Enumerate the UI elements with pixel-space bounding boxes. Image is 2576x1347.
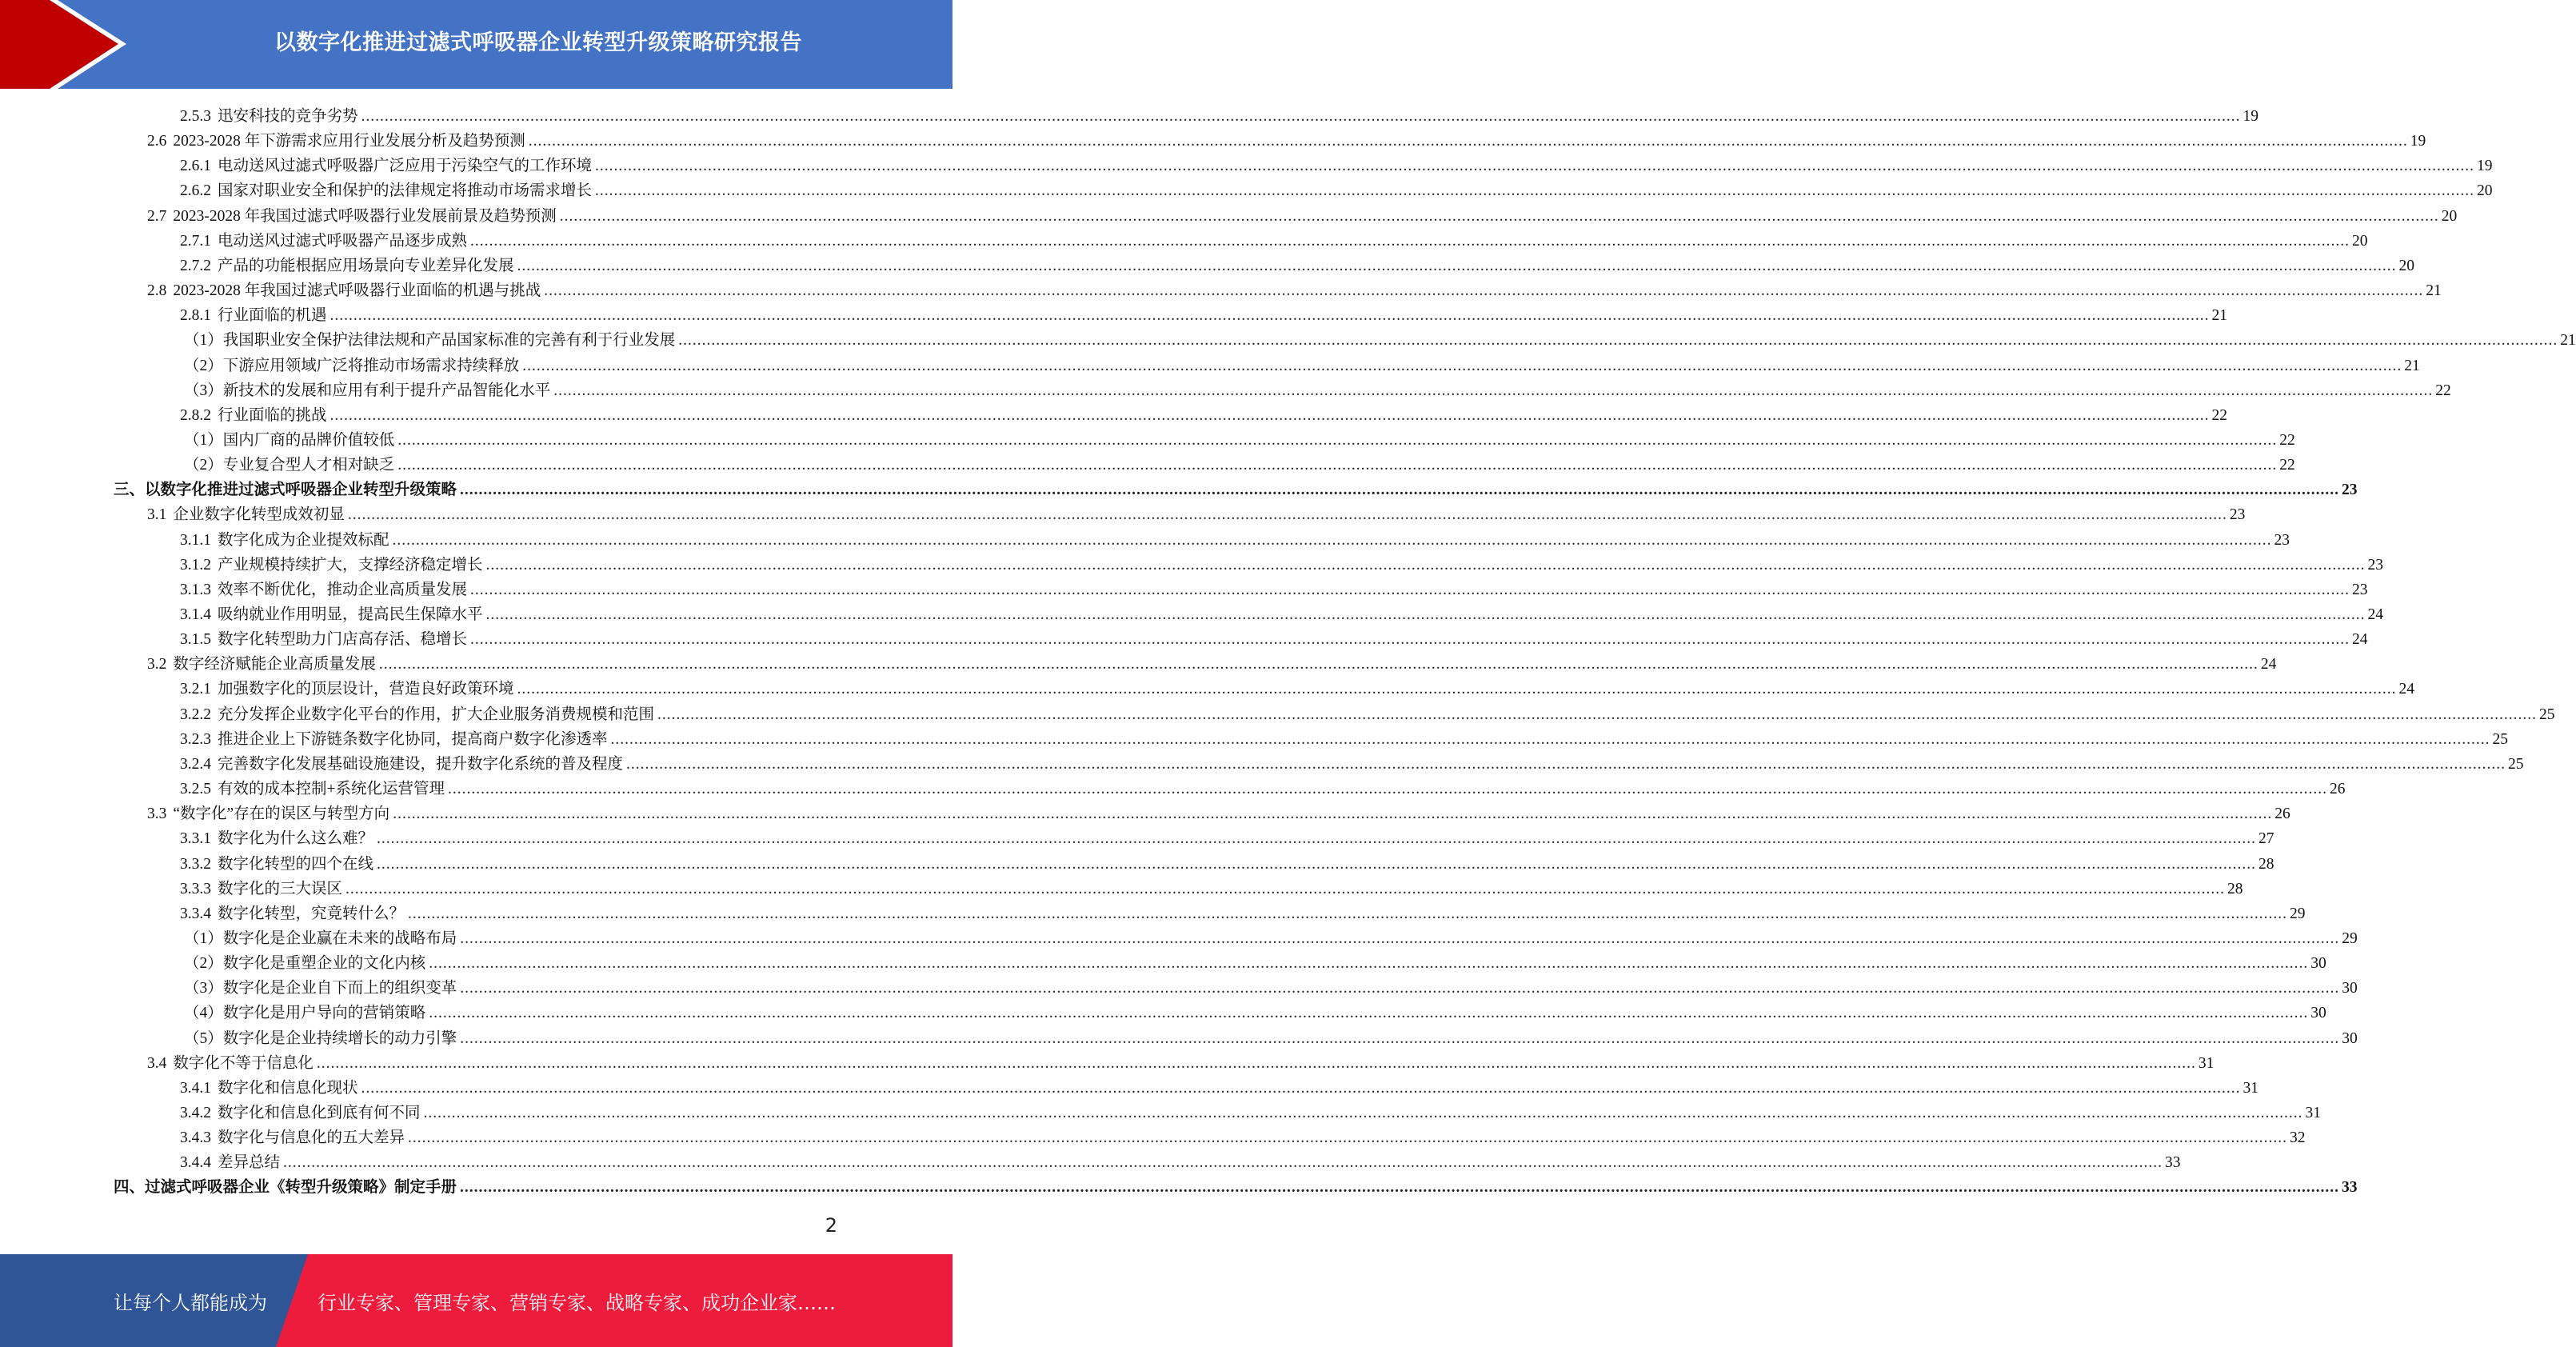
toc-entry[interactable] (180, 401, 2228, 426)
toc-entry-number: 3.3.2 (180, 855, 211, 873)
toc-leader-dots: ................................................................................................................................................................................................................................................................................................................................................................................................................ (408, 905, 2288, 922)
toc-entry[interactable] (180, 1098, 2322, 1123)
toc-leader-dots: ................................................................................................................................................................................................................................................................................................................................................................................................................ (460, 1029, 2340, 1047)
toc-entry[interactable] (147, 650, 2277, 674)
toc-entry-page: 27 (2258, 830, 2274, 848)
toc-leader-dots: ................................................................................................................................................................................................................................................................................................................................................................................................................ (361, 1079, 2241, 1097)
toc-entry-title: 数字化是重塑企业的文化内核 (222, 955, 426, 973)
toc-entry-page: 29 (2290, 905, 2306, 922)
toc-entry-page: 31 (2243, 1079, 2259, 1097)
toc-leader-dots: ................................................................................................................................................................................................................................................................................................................................................................................................................ (595, 158, 2475, 175)
toc-entry-title: 数字化是用户导向的营销策略 (222, 1005, 426, 1022)
toc-entry-title: 2023-2028 年我国过滤式呼吸器行业面临的机遇与挑战 (173, 282, 541, 300)
toc-entry-number: （3） (184, 382, 223, 399)
toc-entry-page: 30 (2342, 980, 2358, 997)
toc-entry[interactable] (147, 500, 2246, 525)
toc-entry-page: 28 (2227, 880, 2243, 897)
toc-entry[interactable] (184, 376, 2451, 401)
toc-leader-dots: ................................................................................................................................................................................................................................................................................................................................................................................................................ (553, 382, 2434, 399)
toc-entry-number: （1） (184, 929, 223, 947)
toc-entry-number: 3.1 (147, 506, 167, 524)
toc-entry-title: 企业数字化转型成效初显 (173, 506, 345, 524)
toc-entry[interactable] (180, 674, 2415, 699)
toc-leader-dots: ................................................................................................................................................................................................................................................................................................................................................................................................................ (485, 556, 2366, 574)
toc-entry[interactable] (180, 1073, 2259, 1098)
toc-entry-number: 3.1.3 (180, 581, 211, 598)
toc-entry-page: 33 (2165, 1154, 2181, 1172)
toc-entry[interactable] (180, 700, 2555, 725)
toc-entry-number: 3.2.4 (180, 755, 211, 773)
toc-entry-title: 有效的成本控制+系统化运营管理 (218, 781, 445, 798)
toc-leader-dots: ................................................................................................................................................................................................................................................................................................................................................................................................................ (429, 955, 2309, 973)
toc-entry-page: 21 (2404, 357, 2420, 374)
toc-entry-page: 20 (2477, 182, 2493, 200)
toc-entry-page: 20 (2398, 257, 2415, 274)
toc-entry-page: 20 (2352, 232, 2368, 250)
toc-leader-dots: ................................................................................................................................................................................................................................................................................................................................................................................................................ (448, 781, 2327, 798)
toc-leader-dots: ................................................................................................................................................................................................................................................................................................................................................................................................................ (329, 406, 2210, 424)
toc-entry[interactable] (180, 251, 2415, 276)
toc-leader-dots: ................................................................................................................................................................................................................................................................................................................................................................................................................ (393, 805, 2273, 823)
toc-leader-dots: ................................................................................................................................................................................................................................................................................................................................................................................................................ (361, 108, 2241, 125)
toc-leader-dots: ................................................................................................................................................................................................................................................................................................................................................................................................................ (610, 730, 2490, 748)
toc-leader-dots: ................................................................................................................................................................................................................................................................................................................................................................................................................ (678, 332, 2558, 350)
toc-entry-page: 21 (2426, 282, 2442, 300)
toc-entry-page: 29 (2342, 929, 2358, 947)
toc-leader-dots: ................................................................................................................................................................................................................................................................................................................................................................................................................ (377, 855, 2257, 873)
toc-leader-dots: ................................................................................................................................................................................................................................................................................................................................................................................................................ (429, 1005, 2309, 1022)
toc-entry-page: 24 (2367, 606, 2384, 623)
toc-entry-title: 数字化转型，究竟转什么？ (218, 905, 405, 922)
toc-entry-title: 数字化的三大误区 (218, 880, 343, 897)
toc-entry[interactable] (184, 973, 2358, 998)
toc-entry-number: 2.7.1 (180, 232, 211, 250)
toc-leader-dots: ................................................................................................................................................................................................................................................................................................................................................................................................................ (377, 830, 2257, 848)
toc-entry-page: 21 (2211, 307, 2228, 325)
toc-entry-number: 3.4.1 (180, 1079, 211, 1097)
toc-entry[interactable] (180, 874, 2243, 899)
toc-entry-number: （4） (184, 1005, 223, 1022)
toc-entry-number: 3.1.4 (180, 606, 211, 623)
toc-entry-page: 19 (2410, 133, 2426, 150)
toc-entry-number: 3.2.2 (180, 705, 211, 723)
toc-entry-number: 3.3.1 (180, 830, 211, 848)
toc-entry-title: 差异总结 (218, 1154, 281, 1172)
toc-entry[interactable] (184, 949, 2326, 973)
toc-entry-page: 24 (2260, 656, 2277, 674)
toc-leader-dots: ................................................................................................................................................................................................................................................................................................................................................................................................................ (423, 1105, 2303, 1121)
toc-entry-title: 数字化不等于信息化 (173, 1054, 314, 1072)
toc-entry-number: 3.1.1 (180, 531, 211, 549)
toc-entry-page: 22 (2211, 406, 2228, 424)
toc-entry-page: 20 (2441, 207, 2458, 225)
toc-entry-page: 32 (2290, 1129, 2306, 1147)
toc-entry-title: 电动送风过滤式呼吸器产品逐步成熟 (218, 232, 468, 250)
toc-entry-number: 3.4.2 (180, 1105, 211, 1121)
toc-entry-page: 30 (2310, 955, 2326, 973)
toc-entry-number: 3.1.5 (180, 631, 211, 649)
toc-entry-title: 专业复合型人才相对缺乏 (222, 457, 395, 474)
footer-slogan-left: 让每个人都能成为 (114, 1291, 267, 1314)
toc-entry-number: （2） (184, 457, 223, 474)
toc-entry-page: 30 (2310, 1005, 2326, 1022)
toc-entry-page: 19 (2477, 158, 2493, 175)
toc-entry-number: 3.1.2 (180, 556, 211, 574)
toc-leader-dots: ................................................................................................................................................................................................................................................................................................................................................................................................................ (544, 282, 2424, 300)
toc-entry-number: 2.5.3 (180, 108, 211, 125)
toc-leader-dots: ................................................................................................................................................................................................................................................................................................................................................................................................................ (657, 705, 2538, 723)
toc-entry-title: 完善数字化发展基础设施建设，提升数字化系统的普及程度 (218, 755, 624, 773)
toc-leader-dots: ................................................................................................................................................................................................................................................................................................................................................................................................................ (397, 457, 2278, 474)
toc-entry-page: 28 (2258, 855, 2274, 873)
toc-leader-dots: ................................................................................................................................................................................................................................................................................................................................................................................................................ (522, 357, 2402, 374)
toc-entry-title: 推进企业上下游链条数字化协同，提高商户数字化渗透率 (218, 730, 608, 748)
toc-entry[interactable] (180, 176, 2493, 201)
toc-entry[interactable] (180, 301, 2228, 326)
toc-entry-title: 数字化是企业赢在未来的战略布局 (222, 929, 457, 947)
toc-entry[interactable] (180, 749, 2524, 774)
toc-entry-page: 23 (2342, 482, 2358, 499)
toc-entry-number: 3.2.5 (180, 781, 211, 798)
toc-entry-number: 2.7 (147, 207, 167, 225)
toc-entry-number: 2.7.2 (180, 257, 211, 274)
page-footer (0, 1254, 953, 1347)
toc-entry[interactable] (180, 899, 2306, 924)
toc-entry-page: 25 (2492, 730, 2509, 748)
page-number: 2 (825, 1214, 837, 1237)
toc-leader-dots: ................................................................................................................................................................................................................................................................................................................................................................................................................ (470, 232, 2350, 250)
toc-entry[interactable] (180, 725, 2509, 749)
toc-entry[interactable] (180, 774, 2346, 799)
toc-entry[interactable] (180, 824, 2274, 849)
toc-entry-title: 加强数字化的顶层设计，营造良好政策环境 (218, 681, 514, 698)
toc-leader-dots: ................................................................................................................................................................................................................................................................................................................................................................................................................ (528, 133, 2408, 150)
toc-entry[interactable] (184, 924, 2358, 949)
toc-entry-title: 我国职业安全保护法律法规和产品国家标准的完善有利于行业发展 (222, 332, 676, 350)
toc-entry-title: 充分发挥企业数字化平台的作用，扩大企业服务消费规模和范围 (218, 705, 655, 723)
toc-entry-title: 以数字化推进过滤式呼吸器企业转型升级策略 (145, 482, 457, 499)
toc-entry[interactable] (147, 126, 2426, 151)
toc-leader-dots: ................................................................................................................................................................................................................................................................................................................................................................................................................ (392, 531, 2272, 549)
toc-entry-number: （1） (184, 332, 223, 350)
toc-entry-title: 数字化成为企业提效标配 (218, 531, 389, 549)
toc-entry-title: 数字化和信息化现状 (218, 1079, 358, 1097)
toc-entry[interactable] (184, 450, 2295, 475)
toc-entry-title: 电动送风过滤式呼吸器广泛应用于污染空气的工作环境 (218, 158, 593, 175)
toc-entry-title: 数字化转型助力门店高存活、稳增长 (218, 631, 468, 649)
toc-entry-number: 3.3 (147, 805, 167, 823)
toc-leader-dots: ................................................................................................................................................................................................................................................................................................................................................................................................................ (460, 1179, 2340, 1197)
toc-entry-title: 产品的功能根据应用场景向专业差异化发展 (218, 257, 514, 274)
toc-entry-title: 产业规模持续扩大，支撑经济稳定增长 (218, 556, 483, 574)
toc-entry-page: 19 (2243, 108, 2259, 125)
toc-entry[interactable] (180, 1123, 2306, 1148)
toc-entry[interactable] (180, 625, 2368, 650)
toc-entry[interactable] (147, 202, 2458, 226)
toc-entry[interactable] (180, 226, 2368, 251)
toc-entry[interactable] (184, 326, 2576, 350)
toc-leader-dots: ................................................................................................................................................................................................................................................................................................................................................................................................................ (283, 1154, 2163, 1172)
toc-entry-page: 22 (2279, 431, 2295, 449)
toc-entry-title: 数字化转型的四个在线 (218, 855, 374, 873)
toc-leader-dots: ................................................................................................................................................................................................................................................................................................................................................................................................................ (378, 656, 2258, 674)
toc-entry[interactable] (184, 998, 2326, 1023)
toc-entry-page: 24 (2398, 681, 2415, 698)
toc-leader-dots: ................................................................................................................................................................................................................................................................................................................................................................................................................ (517, 681, 2397, 698)
toc-entry-page: 23 (2367, 556, 2384, 574)
toc-leader-dots: ................................................................................................................................................................................................................................................................................................................................................................................................................ (626, 755, 2506, 773)
toc-entry[interactable] (184, 426, 2295, 450)
toc-entry-page: 23 (2229, 506, 2246, 524)
toc-leader-dots: ................................................................................................................................................................................................................................................................................................................................................................................................................ (517, 257, 2397, 274)
toc-entry-page: 23 (2352, 581, 2368, 598)
toc-entry-page: 26 (2274, 805, 2290, 823)
toc-entry[interactable] (147, 1049, 2215, 1073)
toc-entry-title: 吸纳就业作用明显，提高民生保障水平 (218, 606, 483, 623)
toc-entry-number: （1） (184, 431, 223, 449)
toc-entry-number: 三、 (114, 482, 146, 499)
toc-entry[interactable] (180, 575, 2368, 600)
page-header (0, 0, 953, 89)
header-chevron-icon (0, 0, 128, 89)
toc-entry-page: 31 (2305, 1105, 2322, 1121)
toc-leader-dots: ................................................................................................................................................................................................................................................................................................................................................................................................................ (408, 1129, 2288, 1147)
toc-entry-number: 2.8.2 (180, 406, 211, 424)
toc-entry-number: （3） (184, 980, 223, 997)
toc-entry-page: 21 (2560, 332, 2576, 350)
toc-entry-page: 25 (2508, 755, 2524, 773)
footer-slogan-right: 行业专家、管理专家、营销专家、战略专家、成功企业家…… (318, 1291, 836, 1314)
toc-entry-number: 2.6.2 (180, 182, 211, 200)
report-title: 以数字化推进过滤式呼吸器企业转型升级策略研究报告 (274, 30, 802, 55)
toc-entry[interactable] (184, 351, 2420, 376)
toc-leader-dots: ................................................................................................................................................................................................................................................................................................................................................................................................................ (329, 307, 2210, 325)
toc-entry-page: 33 (2342, 1179, 2358, 1197)
toc-entry-title: 2023-2028 年我国过滤式呼吸器行业发展前景及趋势预测 (173, 207, 557, 225)
toc-entry[interactable] (147, 799, 2290, 824)
toc-entry[interactable] (180, 1148, 2181, 1173)
toc-entry-number: （2） (184, 357, 223, 374)
toc-entry-number: 2.8 (147, 282, 167, 300)
toc-entry-page: 24 (2352, 631, 2368, 649)
toc-entry-title: 2023-2028 年下游需求应用行业发展分析及趋势预测 (173, 133, 525, 150)
toc-leader-dots: ................................................................................................................................................................................................................................................................................................................................................................................................................ (470, 631, 2350, 649)
toc-entry-number: 3.3.3 (180, 880, 211, 897)
toc-entry[interactable] (180, 849, 2274, 874)
toc-entry-page: 26 (2330, 781, 2346, 798)
toc-entry-number: 3.4.4 (180, 1154, 211, 1172)
toc-entry-page: 22 (2279, 457, 2295, 474)
toc-entry-title: 国家对职业安全和保护的法律规定将推动市场需求增长 (218, 182, 593, 200)
toc-entry-number: 四、 (114, 1179, 146, 1197)
toc-entry[interactable] (180, 526, 2290, 550)
toc-entry-title: 数字化是企业自下而上的组织变革 (222, 980, 457, 997)
toc-leader-dots: ................................................................................................................................................................................................................................................................................................................................................................................................................ (470, 581, 2350, 598)
toc-entry[interactable] (114, 475, 2358, 500)
toc-entry-number: 3.3.4 (180, 905, 211, 922)
toc-entry-number: 3.2.3 (180, 730, 211, 748)
toc-leader-dots: ................................................................................................................................................................................................................................................................................................................................................................................................................ (347, 506, 2227, 524)
toc-entry-number: （2） (184, 955, 223, 973)
toc-entry-page: 31 (2198, 1054, 2215, 1072)
toc-leader-dots: ................................................................................................................................................................................................................................................................................................................................................................................................................ (460, 980, 2340, 997)
toc-entry-number: 3.2.1 (180, 681, 211, 698)
toc-leader-dots: ................................................................................................................................................................................................................................................................................................................................................................................................................ (460, 929, 2340, 947)
toc-entry-page: 23 (2274, 531, 2290, 549)
toc-entry-number: 2.6.1 (180, 158, 211, 175)
toc-entry[interactable] (147, 276, 2442, 301)
toc-leader-dots: ................................................................................................................................................................................................................................................................................................................................................................................................................ (595, 182, 2475, 200)
toc-entry-title: 过滤式呼吸器企业《转型升级策略》制定手册 (145, 1179, 457, 1197)
toc-entry-title: 下游应用领域广泛将推动市场需求持续释放 (222, 357, 520, 374)
toc-entry-number: 3.4 (147, 1054, 167, 1072)
toc-entry[interactable] (180, 600, 2384, 625)
toc-leader-dots: ................................................................................................................................................................................................................................................................................................................................................................................................................ (397, 431, 2278, 449)
toc-entry-page: 22 (2435, 382, 2451, 399)
toc-entry[interactable] (114, 1173, 2358, 1197)
toc-entry-title: 迅安科技的竞争劣势 (218, 108, 358, 125)
toc-entry-title: 数字化是企业持续增长的动力引擎 (222, 1029, 457, 1047)
toc-leader-dots: ................................................................................................................................................................................................................................................................................................................................................................................................................ (559, 207, 2439, 225)
toc-entry-title: 行业面临的机遇 (218, 307, 327, 325)
toc-entry-title: 新技术的发展和应用有利于提升产品智能化水平 (222, 382, 551, 399)
toc-leader-dots: ................................................................................................................................................................................................................................................................................................................................................................................................................ (345, 880, 2226, 897)
toc-entry-title: 效率不断优化，推动企业高质量发展 (218, 581, 468, 598)
toc-entry-title: “数字化”存在的误区与转型方向 (173, 805, 390, 823)
toc-entry-title: 数字化和信息化到底有何不同 (218, 1105, 421, 1121)
toc-entry-number: 3.2 (147, 656, 167, 674)
toc-leader-dots: ................................................................................................................................................................................................................................................................................................................................................................................................................ (316, 1054, 2196, 1072)
toc-leader-dots: ................................................................................................................................................................................................................................................................................................................................................................................................................ (485, 606, 2366, 623)
toc-entry-title: 数字化为什么这么难？ (218, 830, 374, 848)
toc-leader-dots: ................................................................................................................................................................................................................................................................................................................................................................................................................ (460, 482, 2340, 499)
toc-entry-number: 2.8.1 (180, 307, 211, 325)
toc-entry-title: 国内厂商的品牌价值较低 (222, 431, 395, 449)
toc-entry-number: （5） (184, 1029, 223, 1047)
toc-entry-page: 30 (2342, 1029, 2358, 1047)
toc-entry[interactable] (180, 151, 2493, 176)
toc-entry-title: 数字化与信息化的五大差异 (218, 1129, 405, 1147)
toc-entry[interactable] (184, 1024, 2358, 1049)
toc-entry-number: 2.6 (147, 133, 167, 150)
toc-entry[interactable] (180, 550, 2384, 575)
toc-entry-number: 3.4.3 (180, 1129, 211, 1147)
toc-entry-title: 数字经济赋能企业高质量发展 (173, 656, 376, 674)
toc-entry-title: 行业面临的挑战 (218, 406, 327, 424)
toc-entry[interactable] (180, 102, 2259, 126)
toc-entry-page: 25 (2539, 705, 2555, 723)
